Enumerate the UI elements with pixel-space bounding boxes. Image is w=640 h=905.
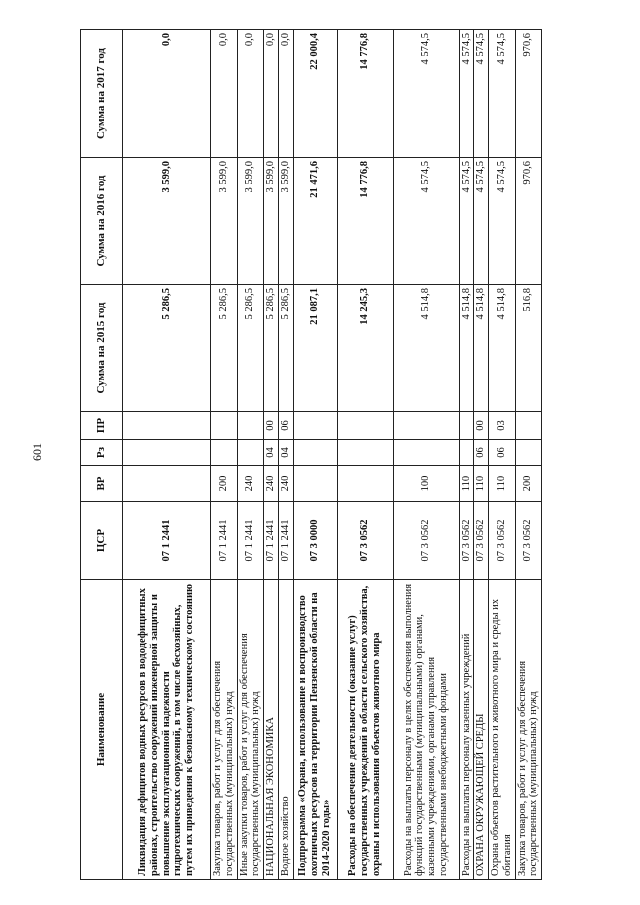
row-vr-cell: 110 (474, 466, 489, 502)
table-row (515, 30, 542, 880)
row-rz-cell (459, 440, 474, 466)
row-rz-cell (237, 440, 264, 466)
table-body (123, 30, 542, 880)
row-csr-cell: 07 1 2441 (264, 502, 279, 580)
table-row (278, 30, 293, 880)
budget-table (80, 29, 542, 880)
row-2017-cell: 0,0 (237, 30, 264, 158)
row-name-cell: Расходы на обеспечение деятельности (оказание услуг) государственных учреждений в области сельского хозяйства, охраны и использования объектов животного мира (337, 580, 393, 880)
header-name: Наименование (81, 580, 123, 880)
row-csr-cell: 07 3 0562 (474, 502, 489, 580)
row-csr-cell: 07 3 0562 (459, 502, 474, 580)
row-vr-cell: 240 (278, 466, 293, 502)
rotated-table-container (80, 30, 540, 880)
row-2015-cell: 4 514,8 (393, 285, 459, 412)
row-2015-cell: 14 245,3 (337, 285, 393, 412)
row-pr-cell: 00 (474, 412, 489, 440)
row-csr-cell: 07 1 2441 (211, 502, 238, 580)
row-pr-cell (123, 412, 211, 440)
header-vr: ВР (81, 466, 123, 502)
row-csr-cell: 07 3 0562 (515, 502, 542, 580)
row-csr-cell: 07 3 0562 (489, 502, 516, 580)
row-2017-cell: 0,0 (211, 30, 238, 158)
row-2016-cell: 3 599,0 (264, 158, 279, 285)
row-pr-cell: 03 (489, 412, 516, 440)
row-pr-cell (515, 412, 542, 440)
row-pr-cell (211, 412, 238, 440)
row-2016-cell: 4 574,5 (474, 158, 489, 285)
row-2015-cell: 5 286,5 (123, 285, 211, 412)
row-rz-cell: 06 (489, 440, 516, 466)
row-vr-cell (337, 466, 393, 502)
row-pr-cell: 06 (278, 412, 293, 440)
row-2017-cell: 0,0 (123, 30, 211, 158)
row-2017-cell: 22 000,4 (293, 30, 337, 158)
table-row (264, 30, 279, 880)
header-2015: Сумма на 2015 год (81, 285, 123, 412)
row-2017-cell: 4 574,5 (459, 30, 474, 158)
row-2015-cell: 5 286,5 (264, 285, 279, 412)
table-row (293, 30, 337, 880)
row-2016-cell: 14 776,8 (337, 158, 393, 285)
row-csr-cell: 07 1 2441 (123, 502, 211, 580)
row-pr-cell (293, 412, 337, 440)
row-rz-cell (337, 440, 393, 466)
row-vr-cell: 200 (515, 466, 542, 502)
row-2016-cell: 3 599,0 (237, 158, 264, 285)
table-row (123, 30, 211, 880)
row-rz-cell (211, 440, 238, 466)
row-2015-cell: 4 514,8 (489, 285, 516, 412)
table-row (237, 30, 264, 880)
row-2016-cell: 3 599,0 (278, 158, 293, 285)
row-vr-cell (123, 466, 211, 502)
row-pr-cell (337, 412, 393, 440)
row-2015-cell: 4 514,8 (474, 285, 489, 412)
row-name-cell: Охрана объектов растительного и животного мира и среды их обитания (489, 580, 516, 880)
row-name-cell: Иные закупки товаров, работ и услуг для обеспечения государственных (муниципальных) нужд (237, 580, 264, 880)
row-vr-cell (293, 466, 337, 502)
header-rz: Рз (81, 440, 123, 466)
row-csr-cell: 07 1 2441 (278, 502, 293, 580)
table-row (393, 30, 459, 880)
row-vr-cell: 240 (237, 466, 264, 502)
header-pr: ПР (81, 412, 123, 440)
row-2015-cell: 5 286,5 (237, 285, 264, 412)
row-pr-cell (237, 412, 264, 440)
row-name-cell: Ликвидация дефицитов водных ресурсов в вододефицитных районах, строительство сооружений инженерной защиты и повышение эксплуатационной надежности гидротехнических сооружений, в том числе бесхозяйных, путем их приведения к безопасному техническому состоянию (123, 580, 211, 880)
row-rz-cell (123, 440, 211, 466)
table-row (489, 30, 516, 880)
row-rz-cell: 04 (278, 440, 293, 466)
row-rz-cell: 04 (264, 440, 279, 466)
row-2017-cell: 4 574,5 (474, 30, 489, 158)
table-header-row (81, 30, 123, 880)
row-rz-cell: 06 (474, 440, 489, 466)
header-2016: Сумма на 2016 год (81, 158, 123, 285)
row-name-cell: Водное хозяйство (278, 580, 293, 880)
row-name-cell: НАЦИОНАЛЬНАЯ ЭКОНОМИКА (264, 580, 279, 880)
row-2017-cell: 4 574,5 (489, 30, 516, 158)
row-2015-cell: 21 087,1 (293, 285, 337, 412)
row-2016-cell: 3 599,0 (123, 158, 211, 285)
page-number: 601 (30, 443, 44, 461)
row-2017-cell: 0,0 (278, 30, 293, 158)
table-row (474, 30, 489, 880)
row-2015-cell: 4 514,8 (459, 285, 474, 412)
row-vr-cell: 110 (489, 466, 516, 502)
row-2015-cell: 5 286,5 (211, 285, 238, 412)
row-2016-cell: 4 574,5 (459, 158, 474, 285)
row-pr-cell (459, 412, 474, 440)
row-2016-cell: 21 471,6 (293, 158, 337, 285)
row-name-cell: Закупка товаров, работ и услуг для обеспечения государственных (муниципальных) нужд (515, 580, 542, 880)
row-vr-cell: 110 (459, 466, 474, 502)
row-name-cell: Расходы на выплаты персоналу в целях обеспечения выполнения функций государственными (муниципальными) органами, казенными учреждениями, органами управления государственными внебюджетными фондами (393, 580, 459, 880)
row-vr-cell: 200 (211, 466, 238, 502)
table-row (459, 30, 474, 880)
row-2017-cell: 0,0 (264, 30, 279, 158)
row-name-cell: Подпрограмма «Охрана, использование и воспроизводство охотничьих ресурсов на территории Пензенской области на 2014-2020 годы» (293, 580, 337, 880)
row-2015-cell: 5 286,5 (278, 285, 293, 412)
row-name-cell: ОХРАНА ОКРУЖАЮЩЕЙ СРЕДЫ (474, 580, 489, 880)
row-vr-cell: 100 (393, 466, 459, 502)
row-pr-cell: 00 (264, 412, 279, 440)
row-2017-cell: 14 776,8 (337, 30, 393, 158)
row-name-cell: Расходы на выплаты персоналу казенных учреждений (459, 580, 474, 880)
row-2017-cell: 4 574,5 (393, 30, 459, 158)
row-vr-cell: 240 (264, 466, 279, 502)
header-2017: Сумма на 2017 год (81, 30, 123, 158)
row-2016-cell: 3 599,0 (211, 158, 238, 285)
row-csr-cell: 07 3 0562 (337, 502, 393, 580)
row-rz-cell (393, 440, 459, 466)
table-row (337, 30, 393, 880)
table-row (211, 30, 238, 880)
row-2015-cell: 516,8 (515, 285, 542, 412)
row-2017-cell: 970,6 (515, 30, 542, 158)
header-csr: ЦСР (81, 502, 123, 580)
row-csr-cell: 07 3 0000 (293, 502, 337, 580)
row-name-cell: Закупка товаров, работ и услуг для обеспечения государственных (муниципальных) нужд (211, 580, 238, 880)
row-2016-cell: 970,6 (515, 158, 542, 285)
row-csr-cell: 07 1 2441 (237, 502, 264, 580)
row-rz-cell (293, 440, 337, 466)
row-pr-cell (393, 412, 459, 440)
row-rz-cell (515, 440, 542, 466)
row-csr-cell: 07 3 0562 (393, 502, 459, 580)
row-2016-cell: 4 574,5 (393, 158, 459, 285)
row-2016-cell: 4 574,5 (489, 158, 516, 285)
